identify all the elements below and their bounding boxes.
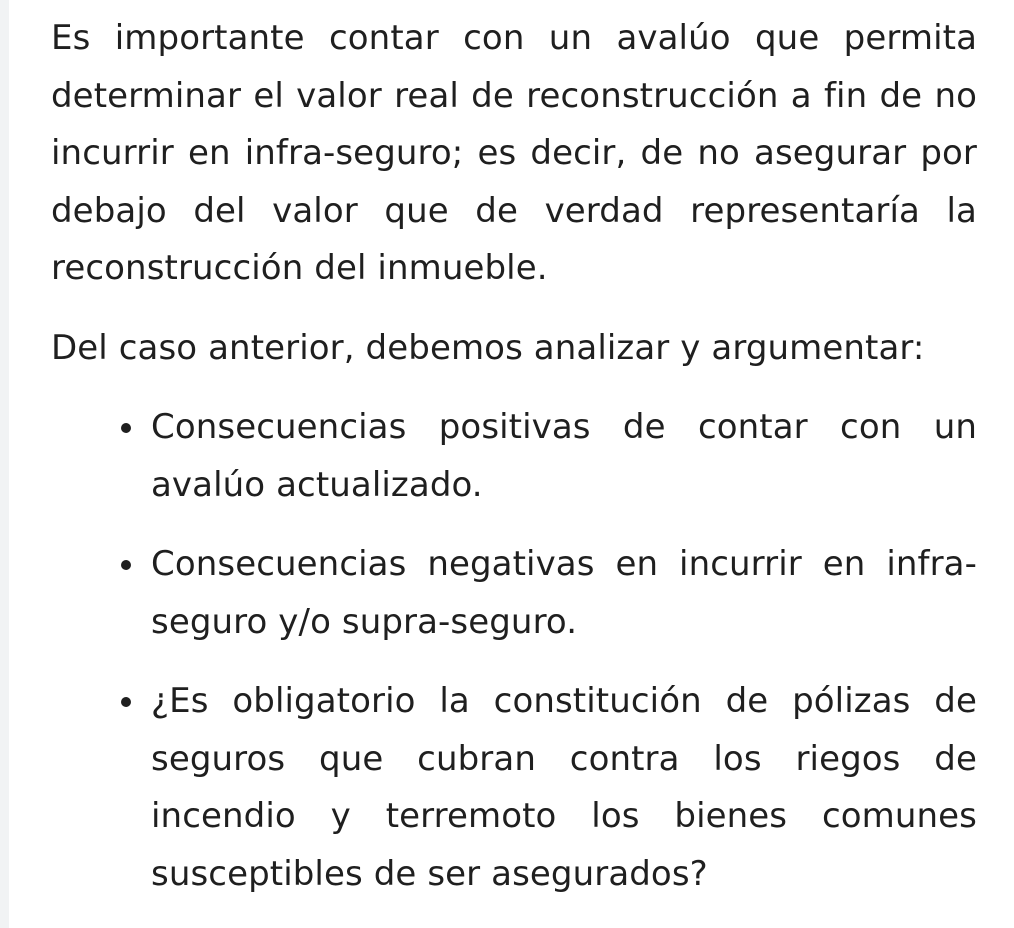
list-item	[51, 536, 977, 651]
document-body	[51, 10, 977, 925]
list-item-text: Consecuencias negativas en incurrir en infra-seguro y/o supra-seguro.	[151, 544, 977, 642]
list-item	[51, 399, 977, 514]
bullet-icon	[121, 423, 131, 433]
left-border-strip	[0, 0, 9, 928]
bullet-icon	[121, 560, 131, 570]
list-item-text: Consecuencias positivas de contar con un avalúo actualizado.	[151, 407, 977, 505]
bullet-list	[51, 399, 977, 903]
intro-paragraph: Es importante contar con un avalúo que permita determinar el valor real de reconstrucción a fin de no incurrir en infra-seguro; es decir, de no asegurar por debajo del valor que de verdad representaría la reconstrucción del inmueble.	[51, 18, 977, 288]
bullet-icon	[121, 697, 131, 707]
list-item-text: ¿Es obligatorio la constitución de pólizas de seguros que cubran contra los riegos de incendio y terremoto los bienes comunes susceptibles de ser asegurados?	[151, 681, 977, 894]
list-item	[51, 673, 977, 903]
lead-paragraph: Del caso anterior, debemos analizar y argumentar:	[51, 327, 925, 368]
